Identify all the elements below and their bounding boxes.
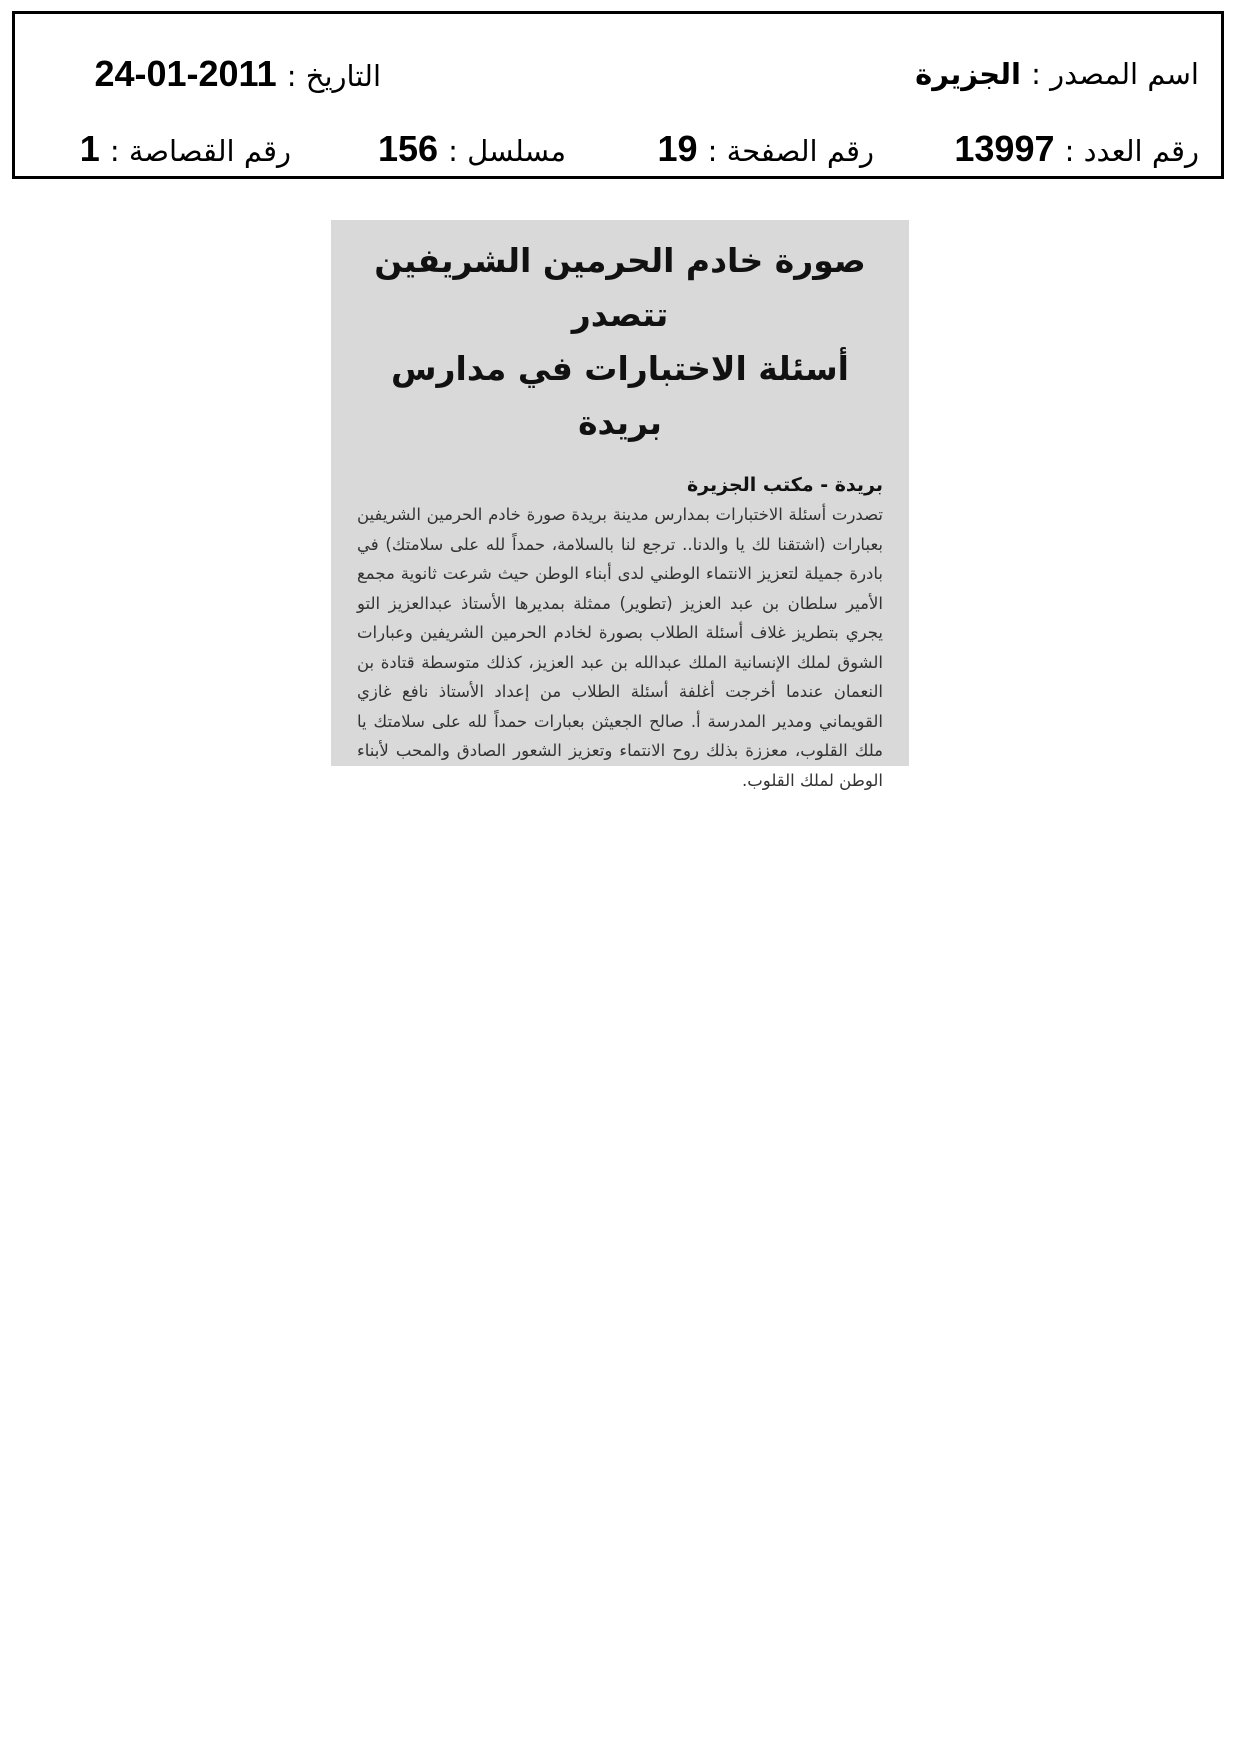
source-field (915, 54, 1199, 94)
page-field (657, 129, 874, 171)
serial-field (378, 129, 566, 171)
headline-line-2: أسئلة الاختبارات في مدارس بريدة (391, 349, 849, 442)
issue-value: 13997 (954, 128, 1055, 169)
newspaper-clipping (331, 220, 909, 790)
source-label: اسم المصدر : (1031, 57, 1199, 91)
page-value: 19 (657, 128, 698, 169)
serial-value: 156 (377, 128, 439, 169)
page-label: رقم الصفحة : (707, 134, 874, 168)
date-label: التاريخ : (286, 59, 381, 93)
issue-field (954, 129, 1199, 171)
clip-number-field (80, 129, 291, 171)
serial-label: مسلسل : (448, 134, 566, 168)
headline-line-1: صورة خادم الحرمين الشريفين تتصدر (374, 241, 866, 334)
issue-label: رقم العدد : (1064, 134, 1199, 168)
source-value: الجزيرة (915, 57, 1021, 91)
article-byline: بريدة - مكتب الجزيرة (686, 474, 883, 496)
date-value: 24-01-2011 (94, 53, 277, 94)
date-field (94, 54, 381, 96)
article-body: تصدرت أسئلة الاختبارات بمدارس مدينة بريدة صورة خادم الحرمين الشريفين بعبارات (اشتقنا لك يا والدنا.. ترجع لنا بالسلامة، حمداً لله على سلامتك) في بادرة جميلة لتعزيز الانتماء الوطني لدى أبناء الوطن حيث شرعت ثانوية مجمع الأمير سلطان بن عبد العزيز (تطوير) ممثلة بمديرها الأستاذ عبدالعزيز التو يجري بتطريز غلاف أسئلة الطلاب بصورة لخادم الحرمين الشريفين وعبارات الشوق لملك الإنسانية الملك عبدالله بن عبد العزيز، كذلك متوسطة قتادة بن النعمان عندما أخرجت أغلفة أسئلة الطلاب من إعداد الأستاذ نافع غازي القويماني ومدير المدرسة أ. صالح الجعيثن بعبارات حمداً لله على سلامتك يا ملك القلوب، معززة بذلك روح الانتماء وتعزيز الشعور الصادق والمحب لأبناء الوطن لملك القلوب. (357, 505, 883, 790)
clip-number-label: رقم القصاصة : (109, 134, 291, 168)
clipping-info-box (12, 11, 1224, 179)
clip-number-value: 1 (79, 128, 100, 169)
article-headline (357, 234, 883, 450)
